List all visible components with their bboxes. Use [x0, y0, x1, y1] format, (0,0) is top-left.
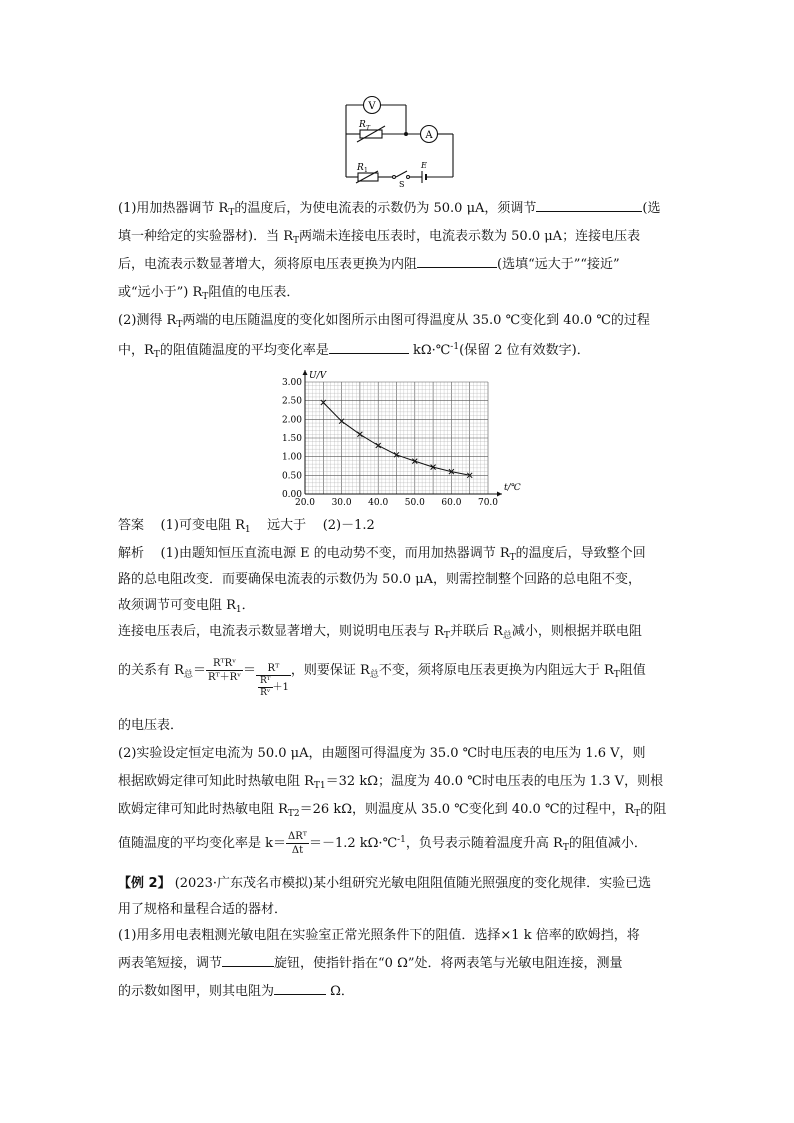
y-tick-label: 3.00	[281, 378, 302, 388]
analysis-line-8: 根据欧姆定律可知此时热敏电阻 $R_{T1}=32$ kΩ；温度为 40.0 ℃时电压表的电压为 1.3 V，则根	[118, 774, 664, 791]
q2-line-1: (2)测得 $R_T$两端的电压随温度的变化如图所示由图可得温度从 35.0 ℃变化到 40.0 ℃的过程	[118, 313, 650, 330]
r1-label: R	[357, 163, 364, 173]
y-tick-label: 0.50	[281, 471, 302, 482]
switch-label: S	[399, 180, 405, 187]
x-tick-label: 40.0	[368, 498, 389, 508]
x-axis-arrow	[497, 492, 502, 497]
answer-blank-5[interactable]	[274, 982, 326, 995]
q1-line-4: 或“远小于”) $R_T$阻值的电压表．	[118, 285, 300, 302]
answer-blank-4[interactable]	[222, 954, 274, 967]
r1-sub: 1	[364, 167, 368, 174]
example2-line-4: 两表笔短接，调节 旋钮，使指针指在“0 Ω”处．将两表笔与光敏电阻连接，测量	[118, 956, 623, 971]
example2-line-1: 【例 2】 (2023·广东茂名市模拟)某小组研究光敏电阻阻值随光照强度的变化规律．实验已选	[118, 876, 652, 891]
y-axis-label: U/V	[309, 371, 327, 381]
x-tick-label: 70.0	[477, 498, 499, 508]
ammeter-label: A	[425, 130, 433, 141]
answer-line: 答案 (1)可变电阻 $R_1$ 远大于 (2)－1.2	[118, 518, 375, 535]
fraction-1: RᵀRᵛ Rᵀ＋Rᵛ	[207, 658, 241, 683]
source-label: E	[421, 161, 427, 170]
analysis-line-6: 的电压表．	[118, 718, 184, 733]
y-tick-label: 2.00	[281, 415, 302, 426]
y-tick-label: 0.00	[281, 490, 302, 500]
analysis-label: 解析	[118, 546, 145, 561]
y-axis-arrow	[303, 370, 308, 375]
rt-label: R	[359, 120, 366, 130]
voltmeter-label: V	[368, 101, 376, 112]
analysis-line-10: 值随温度的平均变化率是 k＝ ΔRᵀ Δt ＝－1.2 kΩ·℃$^{-1}$，负号表示随着温度升高 $R_T$的阻值减小．	[118, 831, 647, 856]
q1-line-2: 填一种给定的实验器材)．当 $R_T$两端未连接电压表时，电流表示数为 50.0 μA；连接电压表	[118, 229, 641, 246]
voltage-temperature-chart	[270, 362, 530, 512]
analysis-line-4: 连接电压表后，电流表示数显著增大，则说明电压表与 $R_T$并联后 $R_总$减小，则根据并联电阻	[118, 624, 642, 641]
y-tick-label: 1.00	[281, 452, 302, 463]
fraction-3: ΔRᵀ Δt	[288, 831, 307, 856]
q2-line-2: 中，$R_T$的阻值随温度的平均变化率是 kΩ·℃$^{-1}$(保留 2 位有效数字)．	[118, 342, 590, 360]
analysis-line-7: (2)实验设定恒定电流为 50.0 μA，由题图可得温度为 35.0 ℃时电压表的电压为 1.6 V，则	[118, 746, 646, 761]
y-tick-label: 2.50	[281, 396, 302, 407]
example2-line-5: 的示数如图甲，则其电阻为 Ω．	[118, 984, 354, 999]
example2-line-3: (1)用多用电表粗测光敏电阻在实验室正常光照条件下的阻值．选择×1 k 倍率的欧姆挡，将	[118, 928, 640, 943]
answer-label: 答案	[118, 518, 145, 533]
analysis-line-3: 故须调节可变电阻 $R_1$．	[118, 598, 255, 615]
x-tick-label: 50.0	[404, 498, 425, 508]
answer-blank-2[interactable]	[417, 255, 497, 268]
rt-sub: T	[366, 125, 371, 132]
fraction-2: Rᵀ $\frac{\text{Rᵀ}}{\text{Rᵛ}}$ ＋1	[256, 662, 291, 699]
example2-line-2: 用了规格和量程合适的器材．	[118, 902, 288, 917]
answer-blank-3[interactable]	[329, 341, 409, 354]
x-tick-label: 30.0	[331, 498, 352, 508]
analysis-line-5: 的关系有 $R_总=$ RᵀRᵛ Rᵀ＋Rᵛ ＝ Rᵀ $\frac{\text{Rᵀ}}{\text{Rᵛ}}$ ＋1 ，则要保证 $R_总$不变，须将原电压表更换为内阻远大于 $R_T$阻值	[118, 658, 646, 698]
x-tick-label: 60.0	[441, 498, 462, 508]
q1-line-1: (1)用加热器调节 $R_T$的温度后，为使电流表的示数仍为 50.0 μA，须调节 (选	[118, 201, 661, 218]
q1-line-3: 后，电流表示数显著增大，须将原电压表更换为内阻 (选填“远大于”“接近”	[118, 257, 620, 272]
analysis-line-1: 解析 (1)由题知恒压直流电源 E 的电动势不变，而用加热器调节 $R_T$的温度后，导致整个回	[118, 546, 646, 563]
x-tick-label: 20.0	[294, 498, 316, 508]
x-axis-label: t/℃	[504, 483, 521, 493]
y-tick-label: 1.50	[281, 434, 302, 444]
example-tag: 【例 2】	[118, 876, 171, 891]
answer-blank-1[interactable]	[536, 199, 642, 212]
circuit-diagram	[330, 92, 465, 187]
analysis-line-2: 路的总电阻改变．而要确保电流表的示数仍为 50.0 μA，则需控制整个回路的总电阻不变，	[118, 572, 642, 587]
analysis-line-9: 欧姆定律可知此时热敏电阻 $R_{T2}=26$ kΩ，则温度从 35.0 ℃变化到 40.0 ℃的过程中，$R_T$的阻	[118, 802, 667, 819]
